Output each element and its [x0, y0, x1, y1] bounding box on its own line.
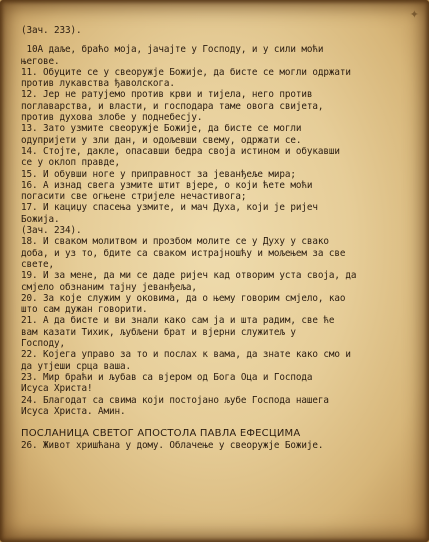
verse-line: његове. [21, 55, 60, 67]
verse-line: се у оклоп правде, [21, 157, 120, 169]
verse-line: смјело обзнаним тајну јеванђеља, [21, 281, 197, 293]
scripture-text-block [21, 25, 417, 451]
chapter-summary-line: 26. Живот хришћана у дому. Облачење у свеоружје Божије. [21, 440, 324, 452]
verse-line: против духова злобе у поднебесју. [21, 112, 203, 124]
verse-line: погасити све огњене стријеле нечастивога; [21, 191, 247, 203]
verse-line: против лукавства ђаволскога. [21, 78, 175, 90]
verse-line: 14. Стојте, дакле, опасавши бедра своја истином и обукавши [21, 145, 340, 157]
epistle-heading: ПОСЛАНИЦА СВЕТОГ АПОСТОЛА ПАВЛА ЕФЕСЦИМА [21, 428, 301, 440]
verse-line: што сам дужан говорити. [21, 304, 148, 316]
spacer [21, 417, 417, 428]
spacer [21, 36, 417, 44]
verse-line: да утјеши срца ваша. [21, 360, 131, 372]
verse-line: 19. И за мене, да ми се даде ријеч кад отворим уста своја, да [21, 270, 357, 282]
verse-line: Исуса Христа! [21, 383, 93, 395]
verse-line: 24. Благодат са свима који постојано љубе Господа нашега [21, 394, 329, 406]
verse-line: 20. За које служим у оковима, да о њему говорим смјело, као [21, 292, 346, 304]
verse-line: Божија. [21, 213, 60, 225]
verse-line: вам казати Тихик, љубљени брат и вјерни служитељ у [21, 326, 296, 338]
verse-line: 22. Којега управо за то и послах к вама, да знате како смо и [21, 349, 351, 361]
verse-line: Исуса Христа. Амин. [21, 405, 126, 417]
verse-line: доба, и уз то, бдите са сваком истрајношћу и мољењем за све [21, 247, 346, 259]
verse-line: 15. И обувши ноге у приправност за јеванђеље мира; [21, 168, 296, 180]
verse-line: поглаварства, и власти, и господара таме овога свијета, [21, 100, 324, 112]
verse-line: одупријети у зли дан, и одољевши свему, одржати се. [21, 134, 302, 146]
verse-line: 21. А да бисте и ви знали како сам ја и шта радим, све ће [21, 315, 335, 327]
verse-line: 12. Јер не ратујемо против крви и тијела, него против [21, 89, 313, 101]
verse-line: (Зач. 234). [21, 225, 82, 237]
verse-line: 17. И кациџу спасења узмите, и мач Духа, који је ријеч [21, 202, 318, 214]
verse-line: 18. И сваком молитвом и прозбом молите се у Духу у свако [21, 236, 329, 248]
verse-line: свете, [21, 258, 54, 270]
verse-line: Господу, [21, 338, 65, 350]
chapter-reference-top: (Зач. 233). [21, 25, 82, 36]
corner-ornament-icon: ✦ [409, 8, 419, 21]
verse-line: 11. Обуците се у свеоружје Божије, да бисте се могли одржати [21, 66, 351, 78]
verse-lines [21, 44, 417, 417]
verse-line: 10А даље, браћо моја, јачајте у Господу, и у сили моћи [21, 44, 324, 56]
verse-line: 23. Мир браћи и љубав са вјером од Бога Оца и Господа [21, 371, 313, 383]
verse-line: 16. А изнад свега узмите штит вјере, о који ћете моћи [21, 179, 313, 191]
verse-line: 13. Зато узмите свеоружје Божије, да бисте се могли [21, 123, 302, 135]
